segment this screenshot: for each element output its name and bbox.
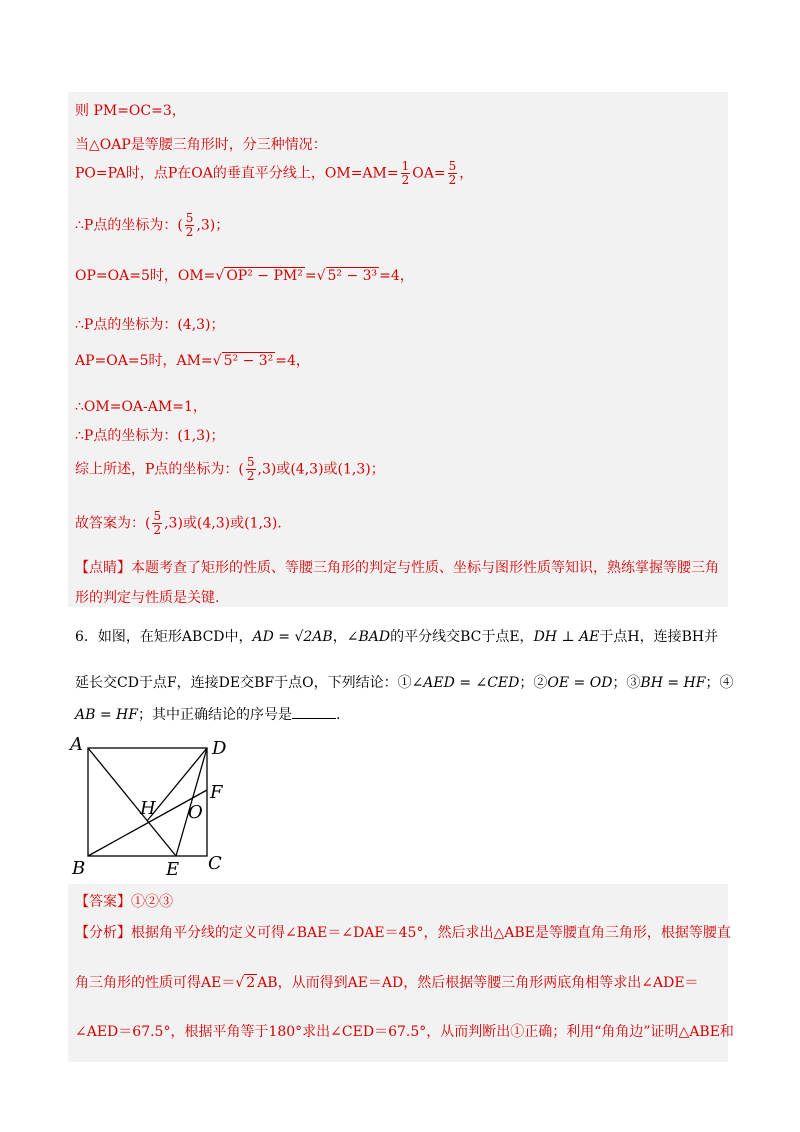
- fraction: $\frac{5}{2}$: [448, 159, 457, 187]
- solution-line-7: AP=OA=5时，AM=√ 5² − 3² =4，: [75, 353, 310, 369]
- fraction: $\frac{5}{2}$: [153, 509, 162, 537]
- solution-line-2: 当△OAP是等腰三角形时，分三种情况：: [75, 137, 327, 153]
- fraction: $\frac{1}{2}$: [401, 159, 410, 187]
- solution-line-10: 综上所述，P点的坐标为：( $\frac{5}{2}$ ,3)或(4,3)或(1,3)；: [75, 455, 385, 483]
- answer-blank: [292, 706, 336, 719]
- label-d: D: [212, 738, 227, 759]
- question-line-3: AB = HF；其中正确结论的序号是 .: [75, 707, 341, 723]
- geometry-figure: [60, 730, 240, 880]
- solution-line-11: 故答案为：( $\frac{5}{2}$ ,3)或(4,3)或(1,3).: [75, 509, 282, 537]
- solution-line-4: ∴P点的坐标为：( $\frac{5}{2}$ ,3)；: [75, 211, 230, 239]
- solution-line-3: PO=PA时，点P在OA的垂直平分线上，OM=AM= $\frac{1}{2}$ OA= $\frac{5}{2}$ ，: [75, 159, 474, 187]
- label-o: O: [188, 802, 203, 823]
- answer-line-4: ∠AED＝67.5°，根据平角等于180°求出∠CED＝67.5°，从而判断出①正确；利用“角角边”证明△ABE和: [75, 1024, 734, 1040]
- comment-line-2: 形的判定与性质是关键.: [75, 590, 220, 606]
- answer-line-2: 【分析】根据角平分线的定义可得∠BAE＝∠DAE＝45°，然后求出△ABE是等腰直角三角形，根据等腰直: [75, 925, 731, 941]
- label-f: F: [210, 782, 223, 803]
- answer-line-3: 角三角形的性质可得AE＝√ 2 AB，从而得到AE＝AD，然后根据等腰三角形两底角相等求出∠ADE＝: [75, 975, 699, 991]
- label-e: E: [166, 859, 180, 880]
- fraction: $\frac{5}{2}$: [246, 455, 255, 483]
- question-line-1: 6．如图，在矩形ABCD中，AD = √2AB，∠BAD的平分线交BC于点E，DH ⊥ AE于点H，连接BH并: [75, 629, 719, 645]
- comment-line-1: 【点睛】本题考查了矩形的性质、等腰三角形的判定与性质、坐标与图形性质等知识，熟练掌握等腰三角: [75, 560, 719, 576]
- label-b: B: [72, 858, 86, 879]
- solution-line-6: ∴P点的坐标为：(4,3)；: [75, 317, 225, 333]
- solution-line-5: OP=OA=5时，OM=√ OP² − PM² =√ 5² − 3³ =4，: [75, 268, 414, 284]
- fraction: $\frac{5}{2}$: [185, 211, 194, 239]
- sqrt-expression: √ 5² − 3³: [316, 268, 378, 284]
- sqrt-expression: √ 5² − 3²: [212, 353, 274, 369]
- sqrt-expression: √ OP² − PM²: [215, 268, 303, 284]
- answer-line-1: 【答案】①②③: [75, 894, 173, 910]
- label-c: C: [208, 853, 222, 874]
- label-a: A: [70, 734, 83, 755]
- question-line-2: 延长交CD于点F，连接DE交BF于点O，下列结论：①∠AED = ∠CED；②OE = OD；③BH = HF；④: [75, 675, 734, 691]
- solution-line-8: ∴OM=OA-AM=1，: [75, 399, 207, 415]
- label-h: H: [140, 798, 156, 819]
- sqrt-expression: √ 2: [235, 975, 256, 991]
- solution-line-1: 则 PM=OC=3，: [75, 103, 186, 119]
- solution-line-9: ∴P点的坐标为：(1,3)；: [75, 428, 225, 444]
